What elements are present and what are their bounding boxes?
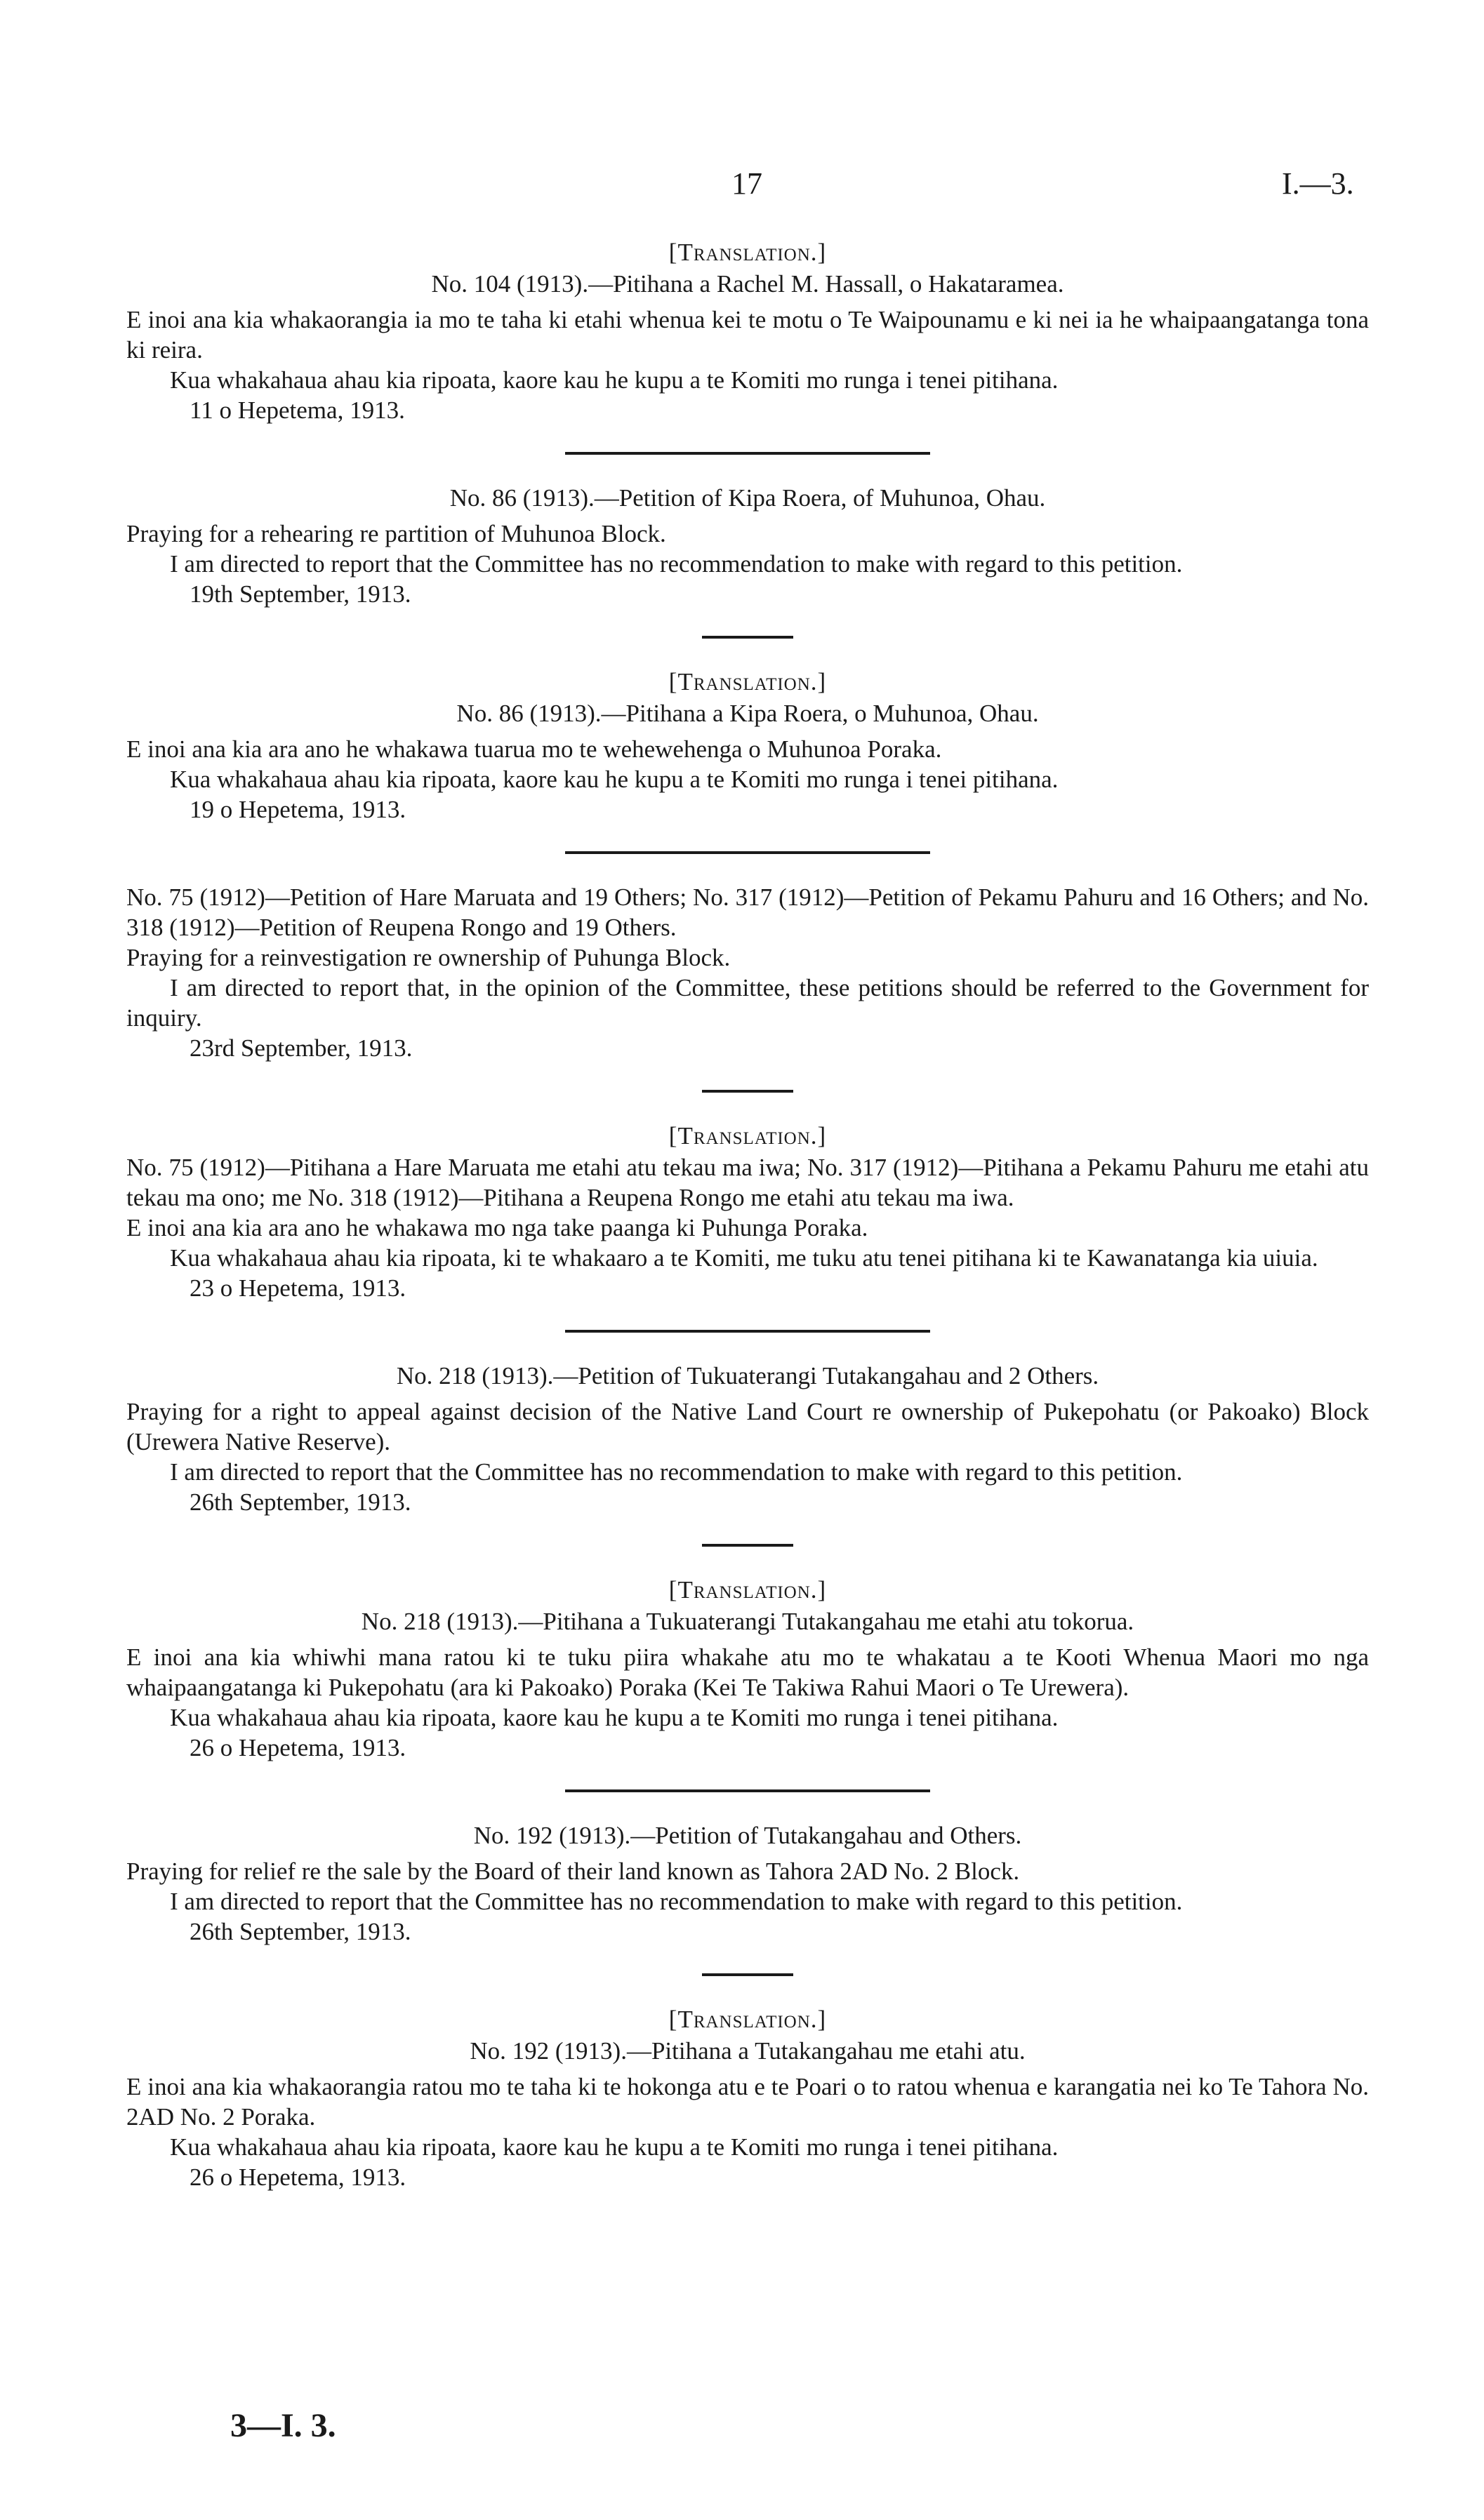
petition-prayer: E inoi ana kia whakaorangia ia mo te taha ki etahi whenua kei te motu o Te Waipounamu e ki nei ia he whaipaangatanga tona ki reira. — [126, 306, 1369, 364]
translation-divider — [702, 1544, 793, 1547]
petition-block-218 — [126, 1361, 1369, 1517]
petition-date: 19th September, 1913. — [190, 580, 411, 608]
section-divider — [565, 1330, 930, 1333]
petition-date: 26 o Hepetema, 1913. — [190, 2164, 406, 2191]
petition-title: No. 75 (1912)—Petition of Hare Maruata and 19 Others; No. 317 (1912)—Petition of Pekamu Pahuru and 16 Others; and No. 318 (1912)—Petition of Reupena Rongo and 19 Others. — [126, 884, 1369, 941]
petition-title: No. 218 (1913).—Pitihana a Tukuaterangi Tutakangahau me etahi atu tokorua. — [361, 1608, 1134, 1635]
petition-report: Kua whakahaua ahau kia ripoata, kaore kau he kupu a te Komiti mo runga i tenei pitihana. — [170, 1704, 1059, 1731]
petition-report: Kua whakahaua ahau kia ripoata, ki te whakaaro a te Komiti, me tuku atu tenei pitihana ki te Kawanatanga kia uiuia. — [170, 1244, 1318, 1272]
translation-divider — [702, 1090, 793, 1093]
translation-divider — [702, 636, 793, 639]
section-divider — [565, 1789, 930, 1792]
petition-report: Kua whakahaua ahau kia ripoata, kaore kau he kupu a te Komiti mo runga i tenei pitihana. — [170, 766, 1059, 793]
petition-title: No. 75 (1912)—Pitihana a Hare Maruata me etahi atu tekau ma iwa; No. 317 (1912)—Pitihana a Pekamu Pahuru me etahi atu tekau ma ono; me No. 318 (1912)—Pitihana a Reupena Rongo me etahi atu tekau ma iwa. — [126, 1154, 1369, 1211]
translation-label: [Translation.] — [668, 2006, 827, 2033]
petition-title: No. 86 (1913).—Pitihana a Kipa Roera, o Muhunoa, Ohau. — [456, 700, 1039, 727]
petition-date: 26th September, 1913. — [190, 1488, 411, 1516]
petition-prayer: Praying for relief re the sale by the Board of their land known as Tahora 2AD No. 2 Block. — [126, 1858, 1020, 1885]
petition-prayer: E inoi ana kia ara ano he whakawa mo nga take paanga ki Puhunga Poraka. — [126, 1214, 868, 1241]
paper-reference: I.—3. — [1282, 166, 1354, 201]
petition-date: 11 o Hepetema, 1913. — [190, 396, 405, 424]
petition-prayer: E inoi ana kia ara ano he whakawa tuarua mo te wehewehenga o Muhunoa Poraka. — [126, 735, 942, 763]
petition-date: 23rd September, 1913. — [190, 1034, 413, 1062]
translation-divider — [702, 1973, 793, 1976]
petition-date: 26th September, 1913. — [190, 1918, 411, 1945]
translation-label: [Translation.] — [668, 1576, 827, 1604]
translation-label: [Translation.] — [668, 1122, 827, 1149]
petition-title: No. 86 (1913).—Petition of Kipa Roera, of Muhunoa, Ohau. — [449, 484, 1046, 512]
page-number: 17 — [731, 166, 762, 201]
petition-block-192 — [126, 1820, 1369, 1947]
signature-mark: 3—I. 3. — [230, 2407, 336, 2444]
petition-date: 26 o Hepetema, 1913. — [190, 1734, 406, 1761]
section-divider — [565, 452, 930, 455]
petition-block-218-translation — [126, 1575, 1369, 1763]
section-divider — [565, 851, 930, 854]
petition-date: 23 o Hepetema, 1913. — [190, 1274, 406, 1302]
petition-block-86 — [126, 483, 1369, 609]
petitions-content — [126, 225, 1369, 2192]
translation-label: [Translation.] — [668, 668, 827, 695]
petition-title: No. 192 (1913).—Pitihana a Tutakangahau me etahi atu. — [470, 2037, 1026, 2065]
petition-prayer: Praying for a reinvestigation re ownership of Puhunga Block. — [126, 944, 731, 971]
petition-report: I am directed to report that, in the opinion of the Committee, these petitions should be referred to the Government for inquiry. — [126, 974, 1369, 1032]
petition-title: No. 104 (1913).—Pitihana a Rachel M. Hassall, o Hakataramea. — [431, 270, 1064, 298]
petition-block-75 — [126, 882, 1369, 1063]
petition-prayer: Praying for a rehearing re partition of Muhunoa Block. — [126, 520, 666, 547]
petition-block-75-translation — [126, 1121, 1369, 1303]
petition-report: I am directed to report that the Committee has no recommendation to make with regard to this petition. — [170, 1888, 1183, 1915]
petition-title: No. 218 (1913).—Petition of Tukuaterangi Tutakangahau and 2 Others. — [396, 1362, 1099, 1389]
petition-report: Kua whakahaua ahau kia ripoata, kaore kau he kupu a te Komiti mo runga i tenei pitihana. — [170, 366, 1059, 394]
petition-block-192-translation — [126, 2004, 1369, 2192]
translation-label: [Translation.] — [668, 239, 827, 266]
petition-title: No. 192 (1913).—Petition of Tutakangahau and Others. — [473, 1822, 1022, 1849]
petition-prayer: Praying for a right to appeal against decision of the Native Land Court re ownership of Pukepohatu (or Pakoako) Block (Urewera Native Reserve). — [126, 1398, 1369, 1455]
petition-date: 19 o Hepetema, 1913. — [190, 796, 406, 823]
petition-block-104-translation — [126, 237, 1369, 425]
petition-block-86-translation — [126, 667, 1369, 825]
petition-report: I am directed to report that the Committee has no recommendation to make with regard to this petition. — [170, 550, 1183, 578]
petition-prayer: E inoi ana kia whakaorangia ratou mo te taha ki te hokonga atu e te Poari o to ratou whenua e karangatia nei ko Te Tahora No. 2AD No. 2 Poraka. — [126, 2073, 1369, 2131]
petition-prayer: E inoi ana kia whiwhi mana ratou ki te tuku piira whakahe atu mo te whakatau a te Kooti Whenua Maori mo nga whaipaangatanga ki Pukepohatu (ara ki Pakoako) Poraka (Kei Te Takiwa Rahui Maori o Te Urewera). — [126, 1644, 1369, 1701]
petition-report: Kua whakahaua ahau kia ripoata, kaore kau he kupu a te Komiti mo runga i tenei pitihana. — [170, 2133, 1059, 2161]
petition-report: I am directed to report that the Committee has no recommendation to make with regard to this petition. — [170, 1458, 1183, 1486]
